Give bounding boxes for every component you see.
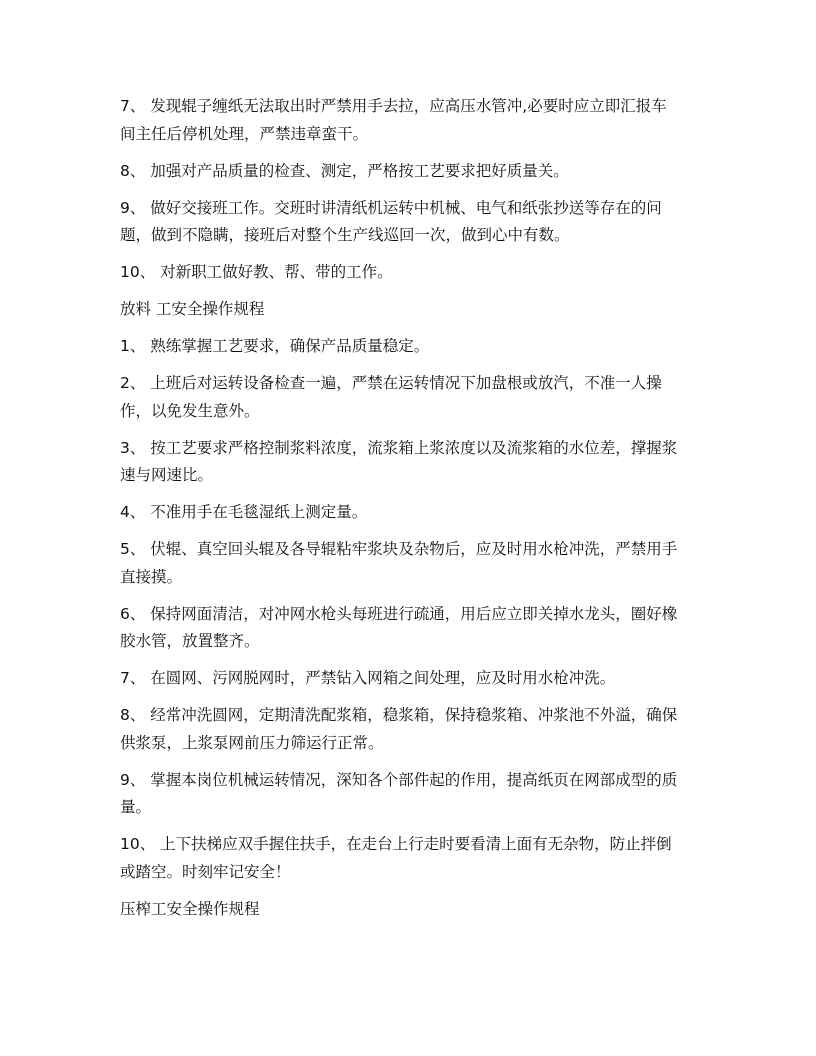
text-line: 9、 做好交接班工作。交班时讲清纸机运转中机械、电气和纸张抄送等存在的问 (120, 198, 662, 217)
list-item (120, 601, 710, 656)
text-line: 放料 工安全操作规程 (120, 300, 265, 318)
list-item (120, 435, 710, 490)
text-line: 9、 掌握本岗位机械运转情况，深知各个部件起的作用，提高纸页在网部成型的质 (120, 770, 678, 789)
list-item (120, 195, 710, 250)
list-item (120, 259, 710, 287)
text-line: 8、 经常冲洗圆网，定期清洗配浆箱，稳浆箱，保持稳浆箱、冲浆池不外溢，确保 (120, 706, 678, 724)
list-item (120, 665, 710, 693)
text-line: 4、 不准用手在毛毯湿纸上测定量。 (120, 503, 368, 521)
text-line: 2、 上班后对运转设备检查一遍，严禁在运转情况下加盘根或放汽，不准一人操 (120, 374, 662, 392)
list-item (120, 831, 710, 886)
text-line: 7、 在圆网、污网脱网时，严禁钻入网箱之间处理，应及时用水枪冲洗。 (120, 669, 616, 687)
list-item (120, 93, 710, 148)
text-line: 作，以免发生意外。 (120, 401, 260, 420)
text-line: 胶水管，放置整齐。 (120, 632, 260, 650)
text-line: 题，做到不隐瞒，接班后对整个生产线巡回一次，做到心中有数。 (120, 226, 570, 244)
section-heading (120, 896, 710, 924)
list-item (120, 499, 710, 527)
text-line: 压榨工安全操作规程 (120, 899, 260, 918)
text-line: 8、 加强对产品质量的检查、测定，严格按工艺要求把好质量关。 (120, 161, 569, 180)
text-line: 3、 按工艺要求严格控制浆料浓度，流浆箱上浆浓度以及流浆箱的水位差，撑握浆 (120, 438, 678, 457)
text-line: 供浆泵，上浆泵网前压力筛运行正常。 (120, 733, 384, 752)
text-line: 5、 伏辊、真空回头辊及各导辊粘牢浆块及杂物后，应及时用水枪冲洗，严禁用手 (120, 540, 678, 558)
list-item (120, 702, 710, 757)
text-line: 速与网速比。 (120, 466, 214, 484)
text-line: 6、 保持网面清洁，对冲网水枪头每班进行疏通，用后应立即关掉水龙头，圈好橡 (120, 604, 678, 623)
list-item (120, 767, 710, 822)
list-item (120, 158, 710, 186)
section-heading (120, 296, 710, 324)
list-item (120, 536, 710, 591)
text-line: 7、 发现辊子缠纸无法取出时严禁用手去拉，应高压水管冲,必要时应立即汇报车 (120, 97, 667, 115)
text-line: 间主任后停机处理，严禁违章蛮干。 (120, 124, 369, 143)
text-line: 1、 熟练掌握工艺要求，确保产品质量稳定。 (120, 337, 430, 355)
text-line: 或踏空。时刻牢记安全！ (120, 862, 291, 881)
list-item (120, 370, 710, 425)
list-item (120, 333, 710, 361)
text-line: 10、 对新职工做好教、帮、带的工作。 (120, 263, 393, 281)
text-line: 直接摸。 (120, 567, 183, 586)
text-line: 量。 (120, 798, 152, 816)
document-body (120, 93, 710, 933)
text-line: 10、 上下扶梯应双手握住扶手，在走台上行走时要看清上面有无杂物，防止拌倒 (120, 835, 672, 853)
